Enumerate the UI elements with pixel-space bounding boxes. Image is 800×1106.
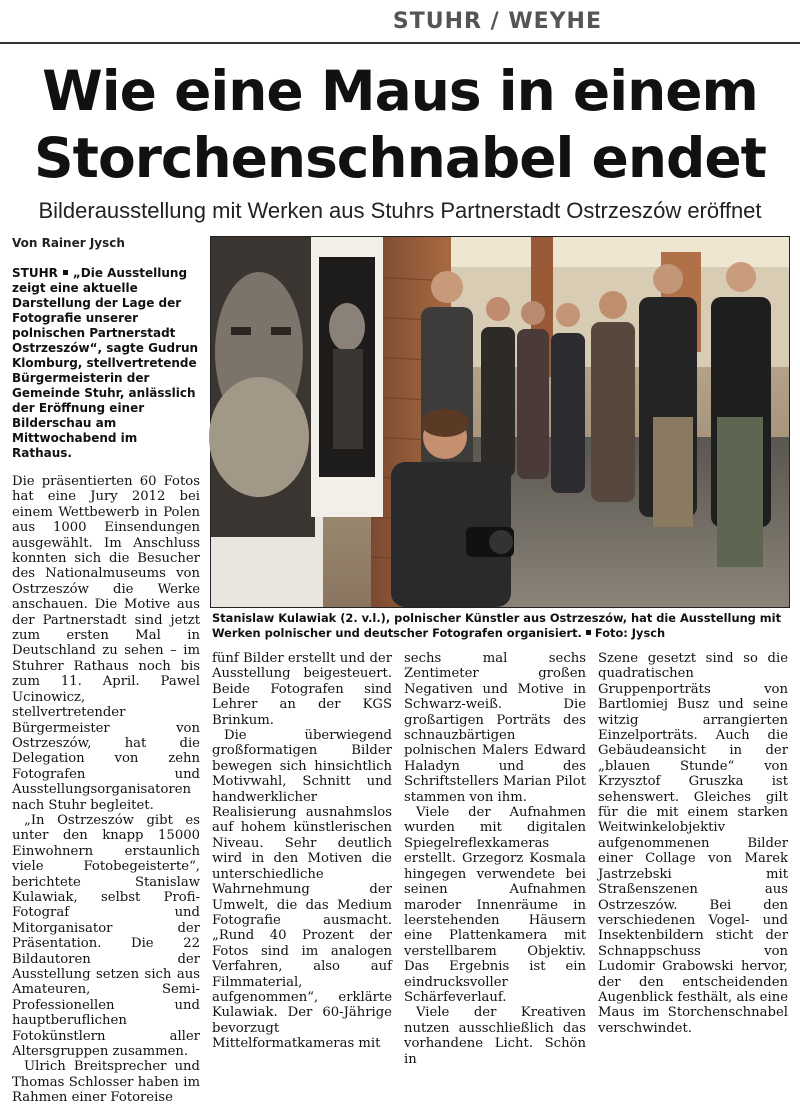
body-paragraph: Szene gesetzt sind so die quadratischen Gruppenporträts von Bartlomiej Busz und seine witzig arrangierten Einzelporträts. Auch die Gebäudeansicht in der „blauen Stunde“ von Krzysztof Gruszka ist sehenswert. Gleiches gilt für die mit einem starken Weitwinkelobjektiv aufgenommenen Bilder einer Collage von Marek Jastrzebski mit Straßenszenen aus Ostrzeszów. Bei den verschiedenen Vogel- und Insektenbildern sticht der Schnappschuss von Ludomir Grabowski hervor, der den entscheidenden Augenblick festhält, als eine Maus im Storchenschnabel verschwindet. xyxy=(598,651,788,1036)
headline: Wie eine Maus in einem Storchenschnabel endet xyxy=(34,59,766,190)
body-paragraph: Viele der Aufnahmen wurden mit digitalen Spiegelreflexkameras erstellt. Grzegorz Kosmala hingegen verwendete bei seinen Aufnahmen maroder Innenräume in leerstehenden Häusern eine Plattenkamera mit verstellbarem Objektiv. Das Ergebnis ist ein eindrucksvoller Schärfeverlauf. xyxy=(404,805,586,1005)
square-bullet-icon xyxy=(586,630,591,635)
article-photo xyxy=(210,236,790,608)
photo-caption xyxy=(212,611,788,641)
photo-credit: Foto: Jysch xyxy=(594,626,666,640)
lead-text: „Die Ausstellung zeigt eine aktuelle Darstellung der Lage der Fotografie unserer polnischen Partnerstadt Ostrzeszów“, sagte Gudrun Klomburg, stellvertretende Bürgermeisterin der Gemeinde Stuhr, anlässlich der Eröffnung einer Bilderschau am Mittwochabend im Rathaus. xyxy=(12,266,199,460)
byline: Von Rainer Jysch xyxy=(12,236,125,250)
lead-paragraph xyxy=(12,266,200,461)
body-paragraph: „In Ostrzeszów gibt es unter den knapp 15000 Einwohnern erstaunlich viele Fotobegeisterte“, berichtete Stanislaw Kulawiak, selbst Profi-Fotograf und Mitorganisator der Präsentation. Die 22 Bildautoren der Ausstellung setzen sich aus Amateuren, Semi-Professionellen und hauptberuflichen Fotokünstlern aller Altersgruppen zusammen. xyxy=(12,812,200,1060)
section-header xyxy=(0,0,800,44)
body-paragraph: sechs mal sechs Zentimeter großen Negativen und Motive in Schwarz-weiß. Die großartigen Porträts des schnauzbärtigen polnischen Malers Edward Haladyn und des Schriftstellers Marian Pilot stammen von ihm. xyxy=(404,651,586,805)
caption-text: Stanislaw Kulawiak (2. v.l.), polnischer Künstler aus Ostrzeszów, hat die Ausstellung mit Werken polnischer und deutscher Fotografen organisiert. xyxy=(212,611,782,640)
body-paragraph: Die präsentierten 60 Fotos hat eine Jury 2012 bei einem Wettbewerb in Polen aus 1000 Einsendungen ausgewählt. Im Anschluss konnten sich die Besucher des Nationalmuseums von Ostrzeszów die Werke anschauen. Die Motive aus der Partnerstadt sind jetzt zum ersten Mal in Deutschland zu sehen – im Stuhrer Rathaus noch bis zum 11. April. Pawel Ucinowicz, stellvertretender Bürgermeister von Ostrzeszów, hat die Delegation von zehn Fotografen und Ausstellungsorganisatoren nach Stuhr begleitet. xyxy=(12,474,200,813)
square-bullet-icon xyxy=(63,270,68,275)
subheadline: Bilderausstellung mit Werken aus Stuhrs Partnerstadt Ostrzeszów eröffnet xyxy=(38,198,762,223)
body-paragraph: Viele der Kreativen nutzen ausschließlich das vorhandene Licht. Schön in xyxy=(404,1005,586,1067)
body-paragraph: Ulrich Breitsprecher und Thomas Schlosser haben im Rahmen einer Fotoreise xyxy=(12,1059,200,1106)
article-column-2 xyxy=(212,651,392,1052)
body-paragraph: fünf Bilder erstellt und der Ausstellung beigesteuert. Beide Fotografen sind Lehrer an der KGS Brinkum. xyxy=(212,651,392,728)
photo-illustration xyxy=(211,237,789,607)
section-label: STUHR / WEYHE xyxy=(392,9,602,34)
body-paragraph: Die überwiegend großformatigen Bilder bewegen sich hinsichtlich Motivwahl, Schnitt und handwerklicher Realisierung ausnahmslos auf hohem künstlerischen Niveau. Sehr deutlich wird in den Motiven die unterschiedliche Wahrnehmung der Umwelt, die das Medium Fotografie ausmacht. „Rund 40 Prozent der Fotos sind im analogen Verfahren, also auf Filmmaterial, aufgenommen“, erklärte Kulawiak. Der 60-Jährige bevorzugt Mittelformatkameras mit xyxy=(212,728,392,1052)
article-column-1 xyxy=(12,266,200,1106)
dateline: STUHR xyxy=(12,266,58,280)
article-column-3 xyxy=(404,651,586,1067)
article-column-4 xyxy=(598,651,788,1036)
